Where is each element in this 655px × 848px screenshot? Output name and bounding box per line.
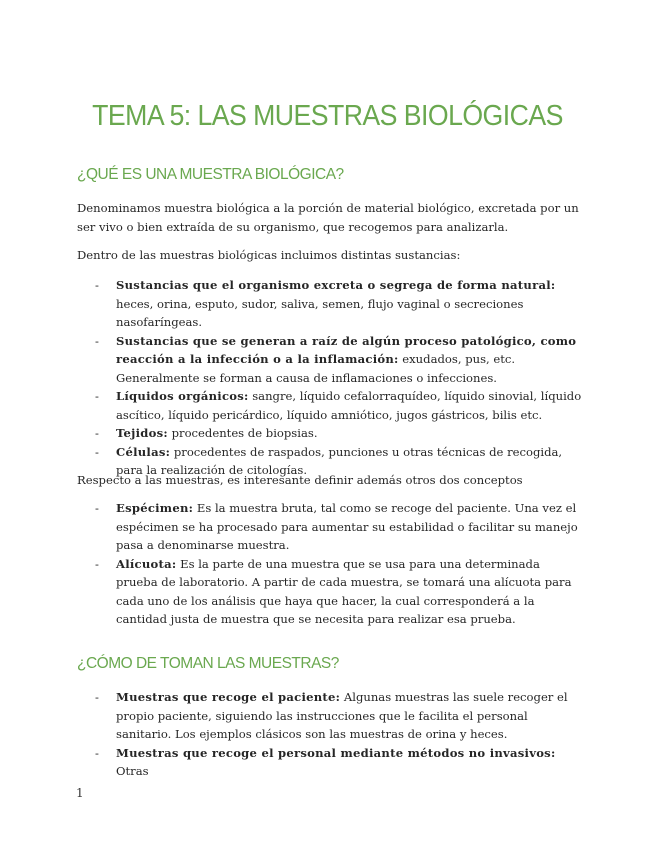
definition-paragraph: Denominamos muestra biológica a la porción de material biológico, excretada por un ser vivo o bien extraída de su organismo, que recogemos para analizarla. <box>77 201 579 234</box>
list-item-term: Alícuota: <box>116 556 177 571</box>
list-item-text: heces, orina, esputo, sudor, saliva, semen, flujo vaginal o secreciones nasofaríngeas. <box>116 296 524 329</box>
list-item <box>77 744 582 781</box>
list-item-text: procedentes de biopsias. <box>167 426 318 440</box>
list-dash: - <box>95 389 99 403</box>
section-heading-what-is: ¿QUÉ ES UNA MUESTRA BIOLÓGICA? <box>77 166 344 183</box>
list-item-term: Muestras que recoge el personal mediante métodos no invasivos: <box>116 745 556 760</box>
list-dash: - <box>95 278 99 292</box>
list-item-term: Espécimen: <box>116 501 194 515</box>
list-item <box>77 332 582 388</box>
list-dash: - <box>95 501 99 515</box>
list-item-term: Líquidos orgánicos: <box>116 389 249 403</box>
list-item <box>77 276 582 332</box>
list-item-text: exudados, pus, etc. Generalmente se forman a causa de inflamaciones o infecciones. <box>116 352 516 385</box>
list-item <box>77 499 582 555</box>
list-item <box>77 387 582 424</box>
list-item-text: procedentes de raspados, punciones u otras técnicas de recogida, para la realización de citologías. <box>116 444 563 477</box>
list-item-text: sangre, líquido cefalorraquídeo, líquido sinovial, líquido ascítico, líquido pericárdico, líquido amniótico, jugos gástricos, bilis etc. <box>116 389 582 422</box>
concepts-intro-paragraph: Respecto a las muestras, es interesante definir además otros dos conceptos <box>77 473 523 487</box>
section-heading-how-taken: ¿CÓMO DE TOMAN LAS MUESTRAS? <box>77 655 339 672</box>
page-title: TEMA 5: LAS MUESTRAS BIOLÓGICAS <box>92 100 563 132</box>
concepts-list <box>77 499 582 629</box>
list-dash: - <box>95 426 99 440</box>
list-item-text: Otras <box>116 764 149 778</box>
list-item <box>77 424 582 443</box>
sampling-methods-list <box>77 688 582 781</box>
list-item-term: Tejidos: <box>116 426 168 440</box>
list-dash: - <box>95 690 99 704</box>
substances-list <box>77 276 582 480</box>
list-item <box>77 688 582 744</box>
list-item-term: Sustancias que el organismo excreta o segrega de forma natural: <box>116 278 556 292</box>
list-item <box>77 555 582 629</box>
list-item-text: Algunas muestras las suele recoger el propio paciente, siguiendo las instrucciones que le facilita el personal sanitario. Los ejemplos clásicos son las muestras de orina y heces. <box>116 690 568 741</box>
list-dash: - <box>95 333 99 348</box>
list-item-term: Muestras que recoge el paciente: <box>116 690 341 704</box>
list-dash: - <box>95 444 99 459</box>
page-number: 1 <box>76 786 84 800</box>
list-item-term: Células: <box>116 444 171 459</box>
list-dash: - <box>95 745 99 760</box>
list-item-text: Es la muestra bruta, tal como se recoge del paciente. Una vez el espécimen se ha procesado para aumentar su estabilidad o facilitar su manejo pasa a denominarse muestra. <box>116 501 578 552</box>
list-item-term: Sustancias que se generan a raíz de algún proceso patológico, como reacción a la infección o a la inflamación: <box>116 333 577 366</box>
list-dash: - <box>95 556 99 571</box>
substances-intro-paragraph: Dentro de las muestras biológicas incluimos distintas sustancias: <box>77 248 461 262</box>
list-item-text: Es la parte de una muestra que se usa para una determinada prueba de laboratorio. A partir de cada muestra, se tomará una alícuota para cada uno de los análisis que haya que hacer, la cual corresponderá a la cantidad justa de muestra que se necesita para realizar esa prueba. <box>116 556 572 626</box>
